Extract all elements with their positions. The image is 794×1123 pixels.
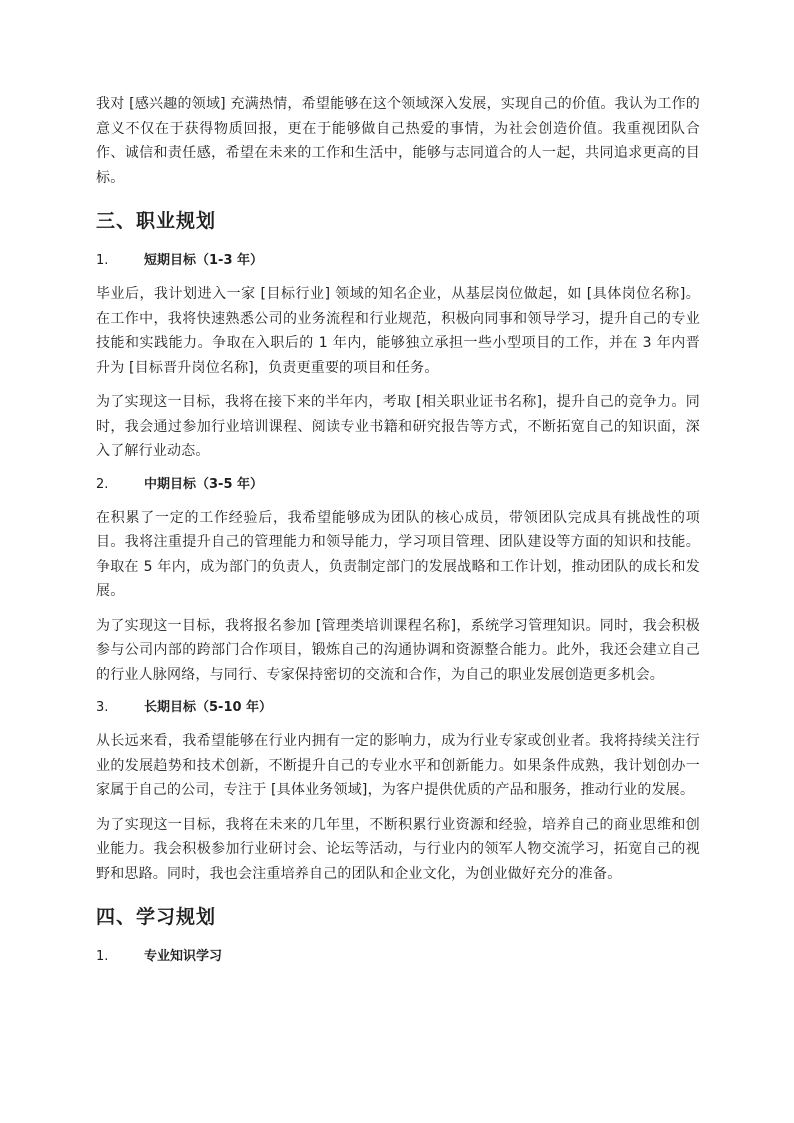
- list-item-short-term: [96, 250, 700, 272]
- item-number: 1.: [96, 949, 109, 964]
- document-page: [96, 92, 700, 978]
- item-number: 2.: [96, 476, 109, 492]
- paragraph: 从长远来看，我希望能够在行业内拥有一定的影响力，成为行业专家或创业者。我将持续关注行业的发展趋势和技术创新，不断提升自己的专业水平和创新能力。如果条件成熟，我计划创办一家属于自己的公司，专注于 [具体业务领域]，为客户提供优质的产品和服务，推动行业的发展。: [96, 733, 700, 798]
- item-number: 1.: [96, 253, 109, 268]
- paragraph: 为了实现这一目标，我将报名参加 [管理类培训课程名称]，系统学习管理知识。同时，我会积极参与公司内部的跨部门合作项目，锻炼自己的沟通协调和资源整合能力。此外，我还会建立自己的行业人脉网络，与同行、专家保持密切的交流和合作，为自己的职业发展创造更多机会。: [96, 617, 700, 683]
- paragraph: 在积累了一定的工作经验后，我希望能够成为团队的核心成员，带领团队完成具有挑战性的项目。我将注重提升自己的管理能力和领导能力，学习项目管理、团队建设等方面的知识和技能。争取在 5 年内，成为部门的负责人，负责制定部门的发展战略和工作计划，推动团队的成长和发展。: [96, 509, 700, 599]
- paragraph: 为了实现这一目标，我将在接下来的半年内，考取 [相关职业证书名称]，提升自己的竞争力。同时，我会通过参加行业培训课程、阅读专业书籍和研究报告等方式，不断拓宽自己的知识面，深入了解行业动态。: [96, 394, 700, 459]
- item-heading: 中期目标（3-5 年）: [144, 476, 264, 492]
- item-heading: 短期目标（1-3 年）: [144, 253, 264, 268]
- list-item-mid-term: [96, 474, 700, 496]
- list-item-professional-knowledge: [96, 946, 700, 968]
- section-title-career-planning: 三、职业规划: [96, 210, 217, 232]
- item-heading: 专业知识学习: [144, 949, 223, 964]
- list-item-long-term: [96, 697, 700, 719]
- item-heading: 长期目标（5-10 年）: [144, 700, 273, 715]
- paragraph: 为了实现这一目标，我将在未来的几年里，不断积累行业资源和经验，培养自己的商业思维和创业能力。我会积极参加行业研讨会、论坛等活动，与行业内的领军人物交流学习，拓宽自己的视野和思路。同时，我也会注重培养自己的团队和企业文化，为创业做好充分的准备。: [96, 816, 700, 882]
- section-title-study-planning: 四、学习规划: [96, 906, 217, 928]
- paragraph: 毕业后，我计划进入一家 [目标行业] 领域的知名企业，从基层岗位做起，如 [具体岗位名称]。在工作中，我将快速熟悉公司的业务流程和行业规范，积极向同事和领导学习，提升自己的专业技能和实践能力。争取在入职后的 1 年内，能够独立承担一些小型项目的工作，并在 3 年内晋升为 [目标晋升岗位名称]，负责更重要的项目和任务。: [96, 286, 700, 376]
- item-number: 3.: [96, 700, 109, 715]
- intro-paragraph: 我对 [感兴趣的领域] 充满热情，希望能够在这个领域深入发展，实现自己的价值。我认为工作的意义不仅在于获得物质回报，更在于能够做自己热爱的事情，为社会创造价值。我重视团队合作、诚信和责任感，希望在未来的工作和生活中，能够与志同道合的人一起，共同追求更高的目标。: [96, 96, 700, 186]
